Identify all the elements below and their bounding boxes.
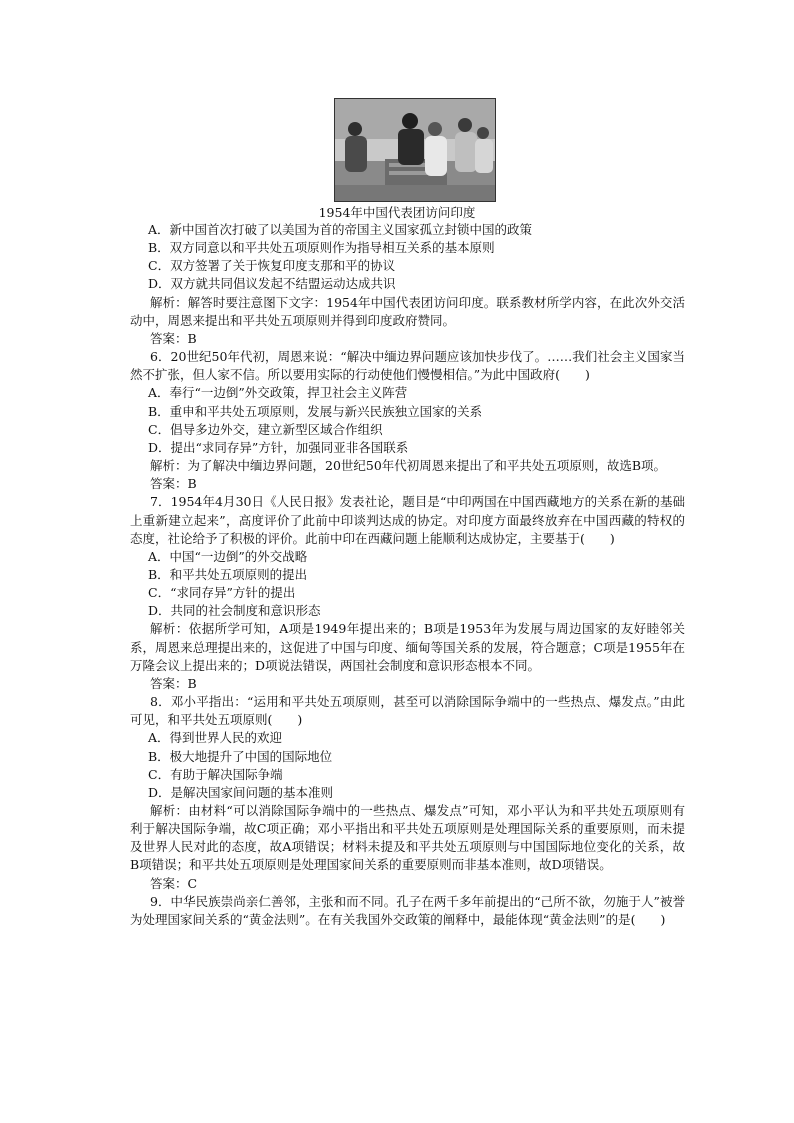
historical-photo [334, 98, 496, 202]
q6-answer: 答案：B [150, 476, 197, 492]
question-content [130, 221, 685, 929]
q7-option-c: C．“求同存异”方针的提出 [148, 585, 296, 601]
delegation-photo-image [335, 99, 495, 201]
q9-stem: 9．中华民族崇尚亲仁善邻，主张和而不同。孔子在两千多年前提出的“己所不欲，勿施于人”被誉为处理国家间关系的“黄金法则”。在有关我国外交政策的阐释中，最能体现“黄金法则”的是( ) [130, 893, 685, 927]
q6-option-d: D．提出“求同存异”方针，加强同亚非各国联系 [148, 439, 409, 455]
q8-option-d: D．是解决国家间问题的基本准则 [148, 784, 334, 800]
q6-option-b: B．重申和平共处五项原则，发展与新兴民族独立国家的关系 [148, 403, 483, 419]
q5-option-b: B．双方同意以和平共处五项原则作为指导相互关系的基本原则 [148, 240, 495, 256]
q7-answer: 答案：B [150, 675, 197, 691]
q8-analysis: 解析：由材料“可以消除国际争端中的一些热点、爆发点”可知，邓小平认为和平共处五项原则有利于解决国际争端，故C项正确；邓小平指出和平共处五项原则是处理国际关系的重要原则，而未提及世界人民对此的态度，故A项错误；材料未提及和平共处五项原则与中国国际地位变化的关系，故B项错误；和平共处五项原则是处理国家间关系的重要原则而非基本准则，故D项错误。 [130, 803, 685, 873]
q8-stem: 8．邓小平指出：“运用和平共处五项原则，甚至可以消除国际争端中的一些热点、爆发点。”由此可见，和平共处五项原则( ) [130, 694, 685, 728]
q8-option-a: A．得到世界人民的欢迎 [148, 730, 283, 746]
q8-answer: 答案：C [150, 875, 198, 891]
q8-option-c: C．有助于解决国际争端 [148, 766, 283, 782]
q5-option-c: C．双方签署了关于恢复印度支那和平的协议 [148, 258, 396, 274]
q5-analysis: 解析：解答时要注意图下文字：1954年中国代表团访问印度。联系教材所学内容，在此次外交活动中，周恩来提出和平共处五项原则并得到印度政府赞同。 [130, 294, 685, 328]
q5-option-d: D．双方就共同倡议发起不结盟运动达成共识 [148, 276, 396, 292]
q6-option-c: C．倡导多边外交，建立新型区域合作组织 [148, 421, 383, 437]
q7-option-b: B．和平共处五项原则的提出 [148, 566, 308, 582]
q7-stem: 7．1954年4月30日《人民日报》发表社论，题目是“中印两国在中国西藏地方的关系在新的基础上重新建立起来”，高度评价了此前中印谈判达成的协定。对印度方面最终放弃在中国西藏的特权的态度，社论给予了积极的评价。此前中印在西藏问题上能顺利达成协定，主要基于( ) [130, 494, 685, 546]
q5-answer: 答案：B [150, 330, 197, 346]
q6-analysis: 解析：为了解决中缅边界问题，20世纪50年代初周恩来提出了和平共处五项原则，故选B项。 [150, 458, 666, 474]
q7-analysis: 解析：依据所学可知，A项是1949年提出来的；B项是1953年为发展与周边国家的友好睦邻关系，周恩来总理提出来的，这促进了中国与印度、缅甸等国关系的发展，符合题意；C项是1955年在万隆会议上提出来的；D项说法错误，两国社会制度和意识形态根本不同。 [130, 621, 685, 673]
q7-option-a: A．中国“一边倒”的外交战略 [148, 548, 308, 564]
q5-option-a: A．新中国首次打破了以美国为首的帝国主义国家孤立封锁中国的政策 [148, 222, 533, 237]
photo-caption: 1954年中国代表团访问印度 [318, 205, 476, 220]
q6-option-a: A．奉行“一边倒”外交政策，捍卫社会主义阵营 [148, 385, 408, 401]
q6-stem: 6．20世纪50年代初，周恩来说：“解决中缅边界问题应该加快步伐了。……我们社会主义国家当然不扩张，但人家不信。所以要用实际的行动使他们慢慢相信。”为此中国政府( ) [130, 349, 685, 383]
q8-option-b: B．极大地提升了中国的国际地位 [148, 748, 333, 764]
q7-option-d: D．共同的社会制度和意识形态 [148, 603, 321, 619]
